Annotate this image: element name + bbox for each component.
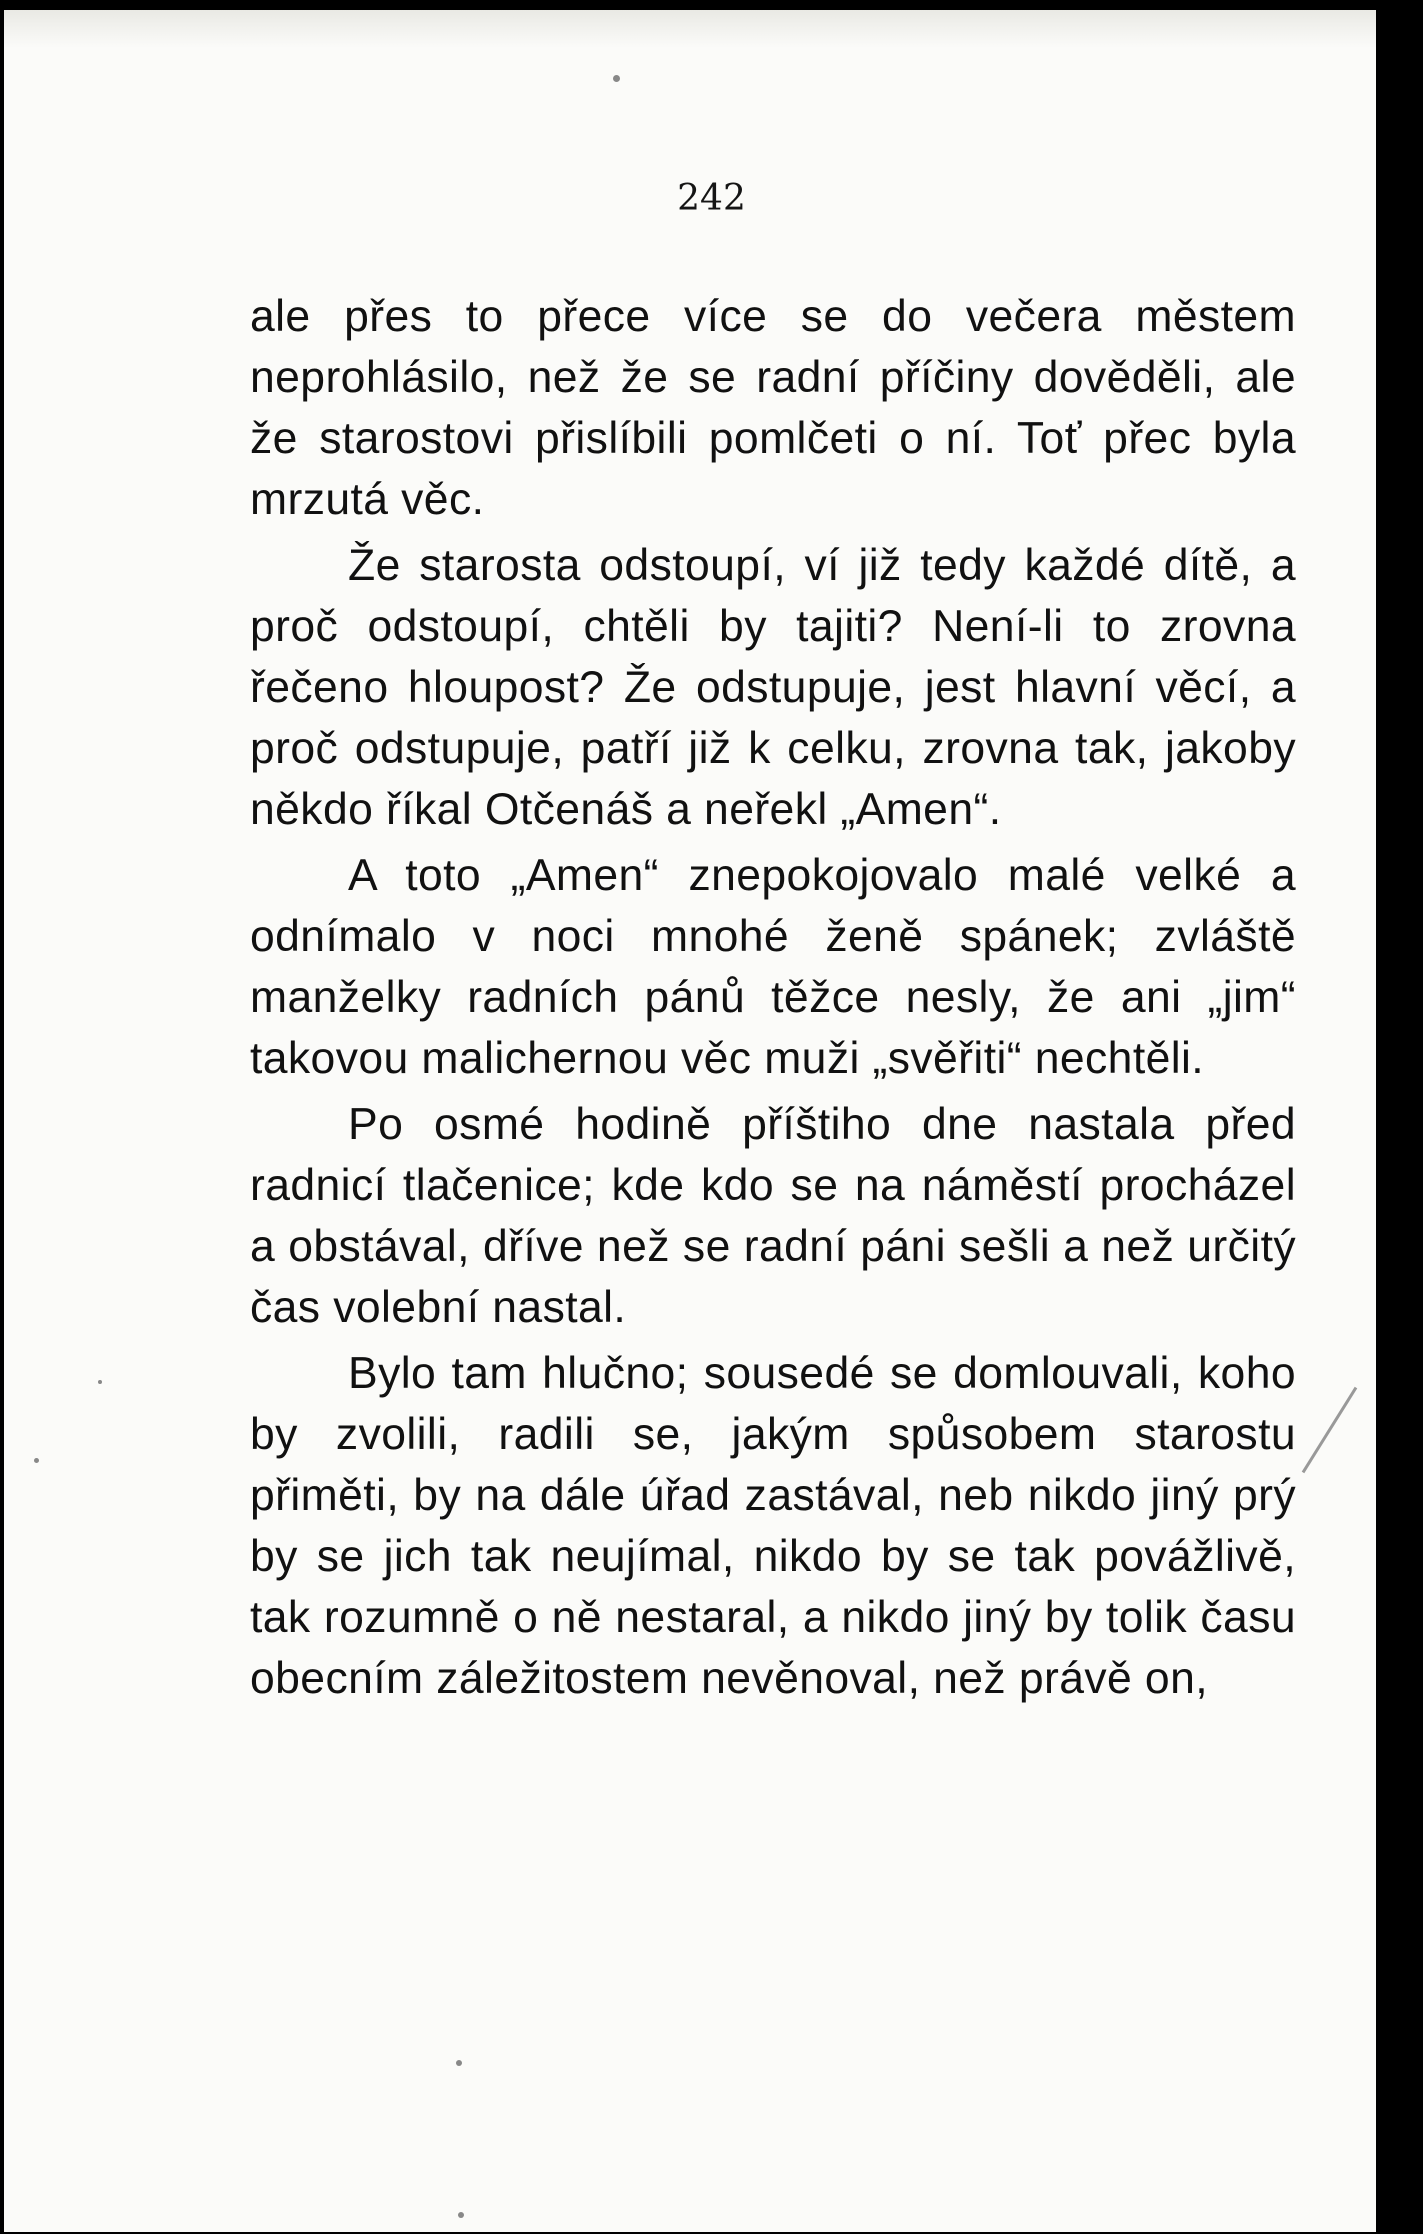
page-number: 242 xyxy=(677,178,746,219)
dust-speck xyxy=(98,1380,102,1384)
paragraph: ale přes to přece více se do večera městem neprohlásilo, než že se radní příčiny dověděli, ale že starostovi přislíbili pomlčeti o ní. Toť přec byla mrzutá věc. xyxy=(250,292,1296,524)
dust-speck xyxy=(458,2212,464,2218)
paragraph: Bylo tam hlučno; sousedé se domlouvali, koho by zvolili, radili se, jakým spůsobem starostu přiměti, by na dále úřad zastával, neb nikdo jiný prý by se jich tak neujímal, nikdo by se tak povážlivě, tak rozumně o ně nestaral, a nikdo jiný by tolik času obecním záležitostem nevěnoval, než právě on, xyxy=(250,1349,1296,1703)
paragraph: Po osmé hodině příštiho dne nastala před radnicí tlačenice; kde kdo se na náměstí procházel a obstával, dříve než se radní páni sešli a než určitý čas volební nastal. xyxy=(250,1100,1296,1332)
dust-speck xyxy=(456,2060,462,2066)
paragraph: A toto „Amen“ znepokojovalo malé velké a odnímalo v noci mnohé ženě spánek; zvláště manželky radních pánů těžce nesly, že ani „jim“ takovou malichernou věc muži „svěřiti“ nechtěli. xyxy=(250,851,1296,1083)
dust-speck xyxy=(613,75,620,82)
body-text xyxy=(250,286,1296,1714)
dust-speck xyxy=(34,1458,39,1463)
page-top-edge xyxy=(4,10,1376,48)
paragraph: Že starosta odstoupí, ví již tedy každé dítě, a proč odstoupí, chtěli by tajiti? Není-li to zrovna řečeno hloupost? Že odstupuje, jest hlavní věcí, a proč odstupuje, patří již k celku, zrovna tak, jakoby někdo říkal Otčenáš a neřekl „Amen“. xyxy=(250,541,1296,834)
